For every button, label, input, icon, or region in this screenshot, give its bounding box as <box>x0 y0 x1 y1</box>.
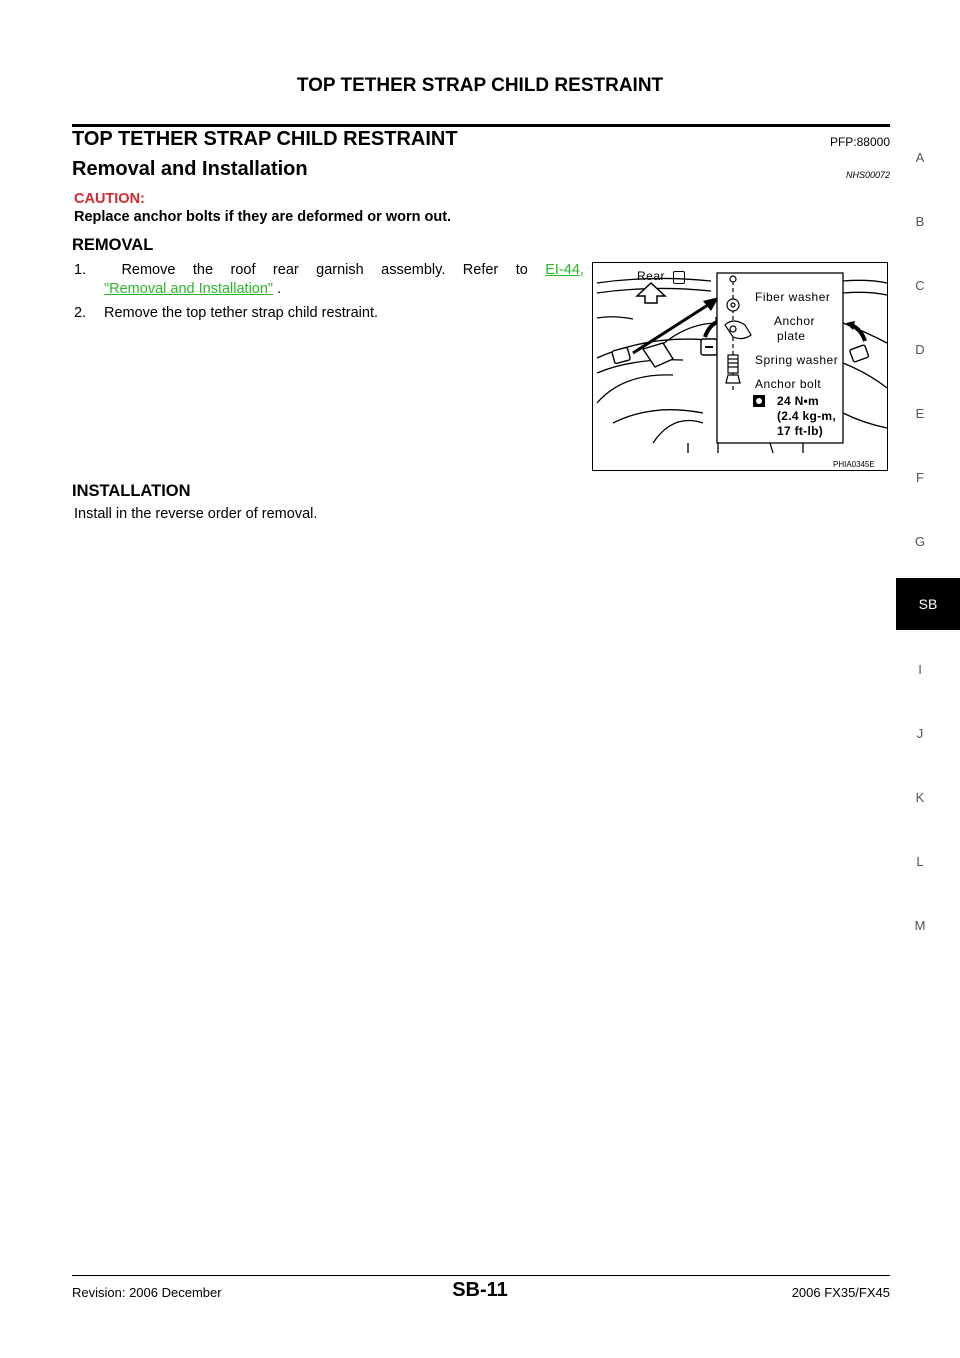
torque-label-2: (2.4 kg-m, <box>777 409 837 423</box>
rear-box-icon <box>673 271 685 284</box>
installation-text: Install in the reverse order of removal. <box>74 506 318 522</box>
tab-k[interactable]: K <box>915 790 925 805</box>
tab-l[interactable]: L <box>916 854 924 869</box>
step-tail: . <box>273 281 282 297</box>
tab-a[interactable]: A <box>915 150 925 165</box>
anchor-plate-label-1: Anchor <box>774 314 816 328</box>
installation-heading: INSTALLATION <box>72 482 191 500</box>
anchor-plate-label-2: plate <box>777 329 806 343</box>
tab-sb-active[interactable]: SB <box>896 578 960 630</box>
step-word: garnish <box>316 262 364 278</box>
step-word: rear <box>272 262 299 278</box>
footer-rule <box>72 1275 890 1276</box>
anchor-bolt-label: Anchor bolt <box>755 377 822 391</box>
tab-d[interactable]: D <box>915 342 925 357</box>
step-word: Remove <box>121 262 176 278</box>
tab-c[interactable]: C <box>915 278 925 293</box>
removal-heading: REMOVAL <box>72 236 154 254</box>
ref-link-removal-installation[interactable]: "Removal and Installation" <box>104 281 274 297</box>
torque-label-1: 24 N•m <box>777 394 820 408</box>
tab-e[interactable]: E <box>915 406 925 421</box>
tab-g[interactable]: G <box>914 534 926 549</box>
figure-illustration <box>593 263 889 472</box>
page-header-title: TOP TETHER STRAP CHILD RESTRAINT <box>296 75 664 96</box>
step-word: to <box>515 262 528 278</box>
figure-code: PHIA0345E <box>833 460 875 469</box>
subsection-code: NHS00072 <box>845 170 890 180</box>
removal-step-1-line <box>74 261 584 280</box>
rear-arrow <box>637 283 665 303</box>
tab-f[interactable]: F <box>916 470 924 485</box>
step-word: Refer <box>462 262 499 278</box>
anchor-bolt-figure <box>592 262 888 471</box>
subsection-title: Removal and Installation <box>72 158 308 180</box>
spring-washer-label: Spring washer <box>755 353 839 367</box>
torque-wrench-icon <box>753 395 765 407</box>
tab-i[interactable]: I <box>918 662 922 677</box>
header-rule <box>72 124 890 127</box>
footer-revision: Revision: 2006 December <box>72 1285 222 1300</box>
step-text: Remove the top tether strap child restraint. <box>104 305 379 321</box>
tab-m[interactable]: M <box>914 918 926 933</box>
removal-step-2 <box>74 304 378 323</box>
removal-step-1 <box>74 261 584 299</box>
step-word: roof <box>230 262 256 278</box>
step-word: assembly. <box>381 262 446 278</box>
ref-link-ei-44[interactable]: EI-44, <box>545 262 584 278</box>
rear-label: Rear <box>637 269 666 283</box>
tab-j[interactable]: J <box>916 726 924 741</box>
caution-text: Replace anchor bolts if they are deformed or worn out. <box>74 209 452 225</box>
torque-label-3: 17 ft-lb) <box>777 424 824 438</box>
fiber-washer-label: Fiber washer <box>755 290 831 304</box>
pfp-code: PFP:88000 <box>829 135 890 149</box>
step-number: 1. <box>74 262 87 278</box>
step-word: the <box>192 262 214 278</box>
tab-b[interactable]: B <box>915 214 925 229</box>
caution-label: CAUTION: <box>74 191 145 207</box>
section-title: TOP TETHER STRAP CHILD RESTRAINT <box>72 128 458 150</box>
footer-page-number: SB-11 <box>452 1279 508 1301</box>
removal-step-1-line-2 <box>74 280 584 299</box>
step-number: 2. <box>74 305 87 321</box>
footer-model: 2006 FX35/FX45 <box>791 1285 890 1300</box>
